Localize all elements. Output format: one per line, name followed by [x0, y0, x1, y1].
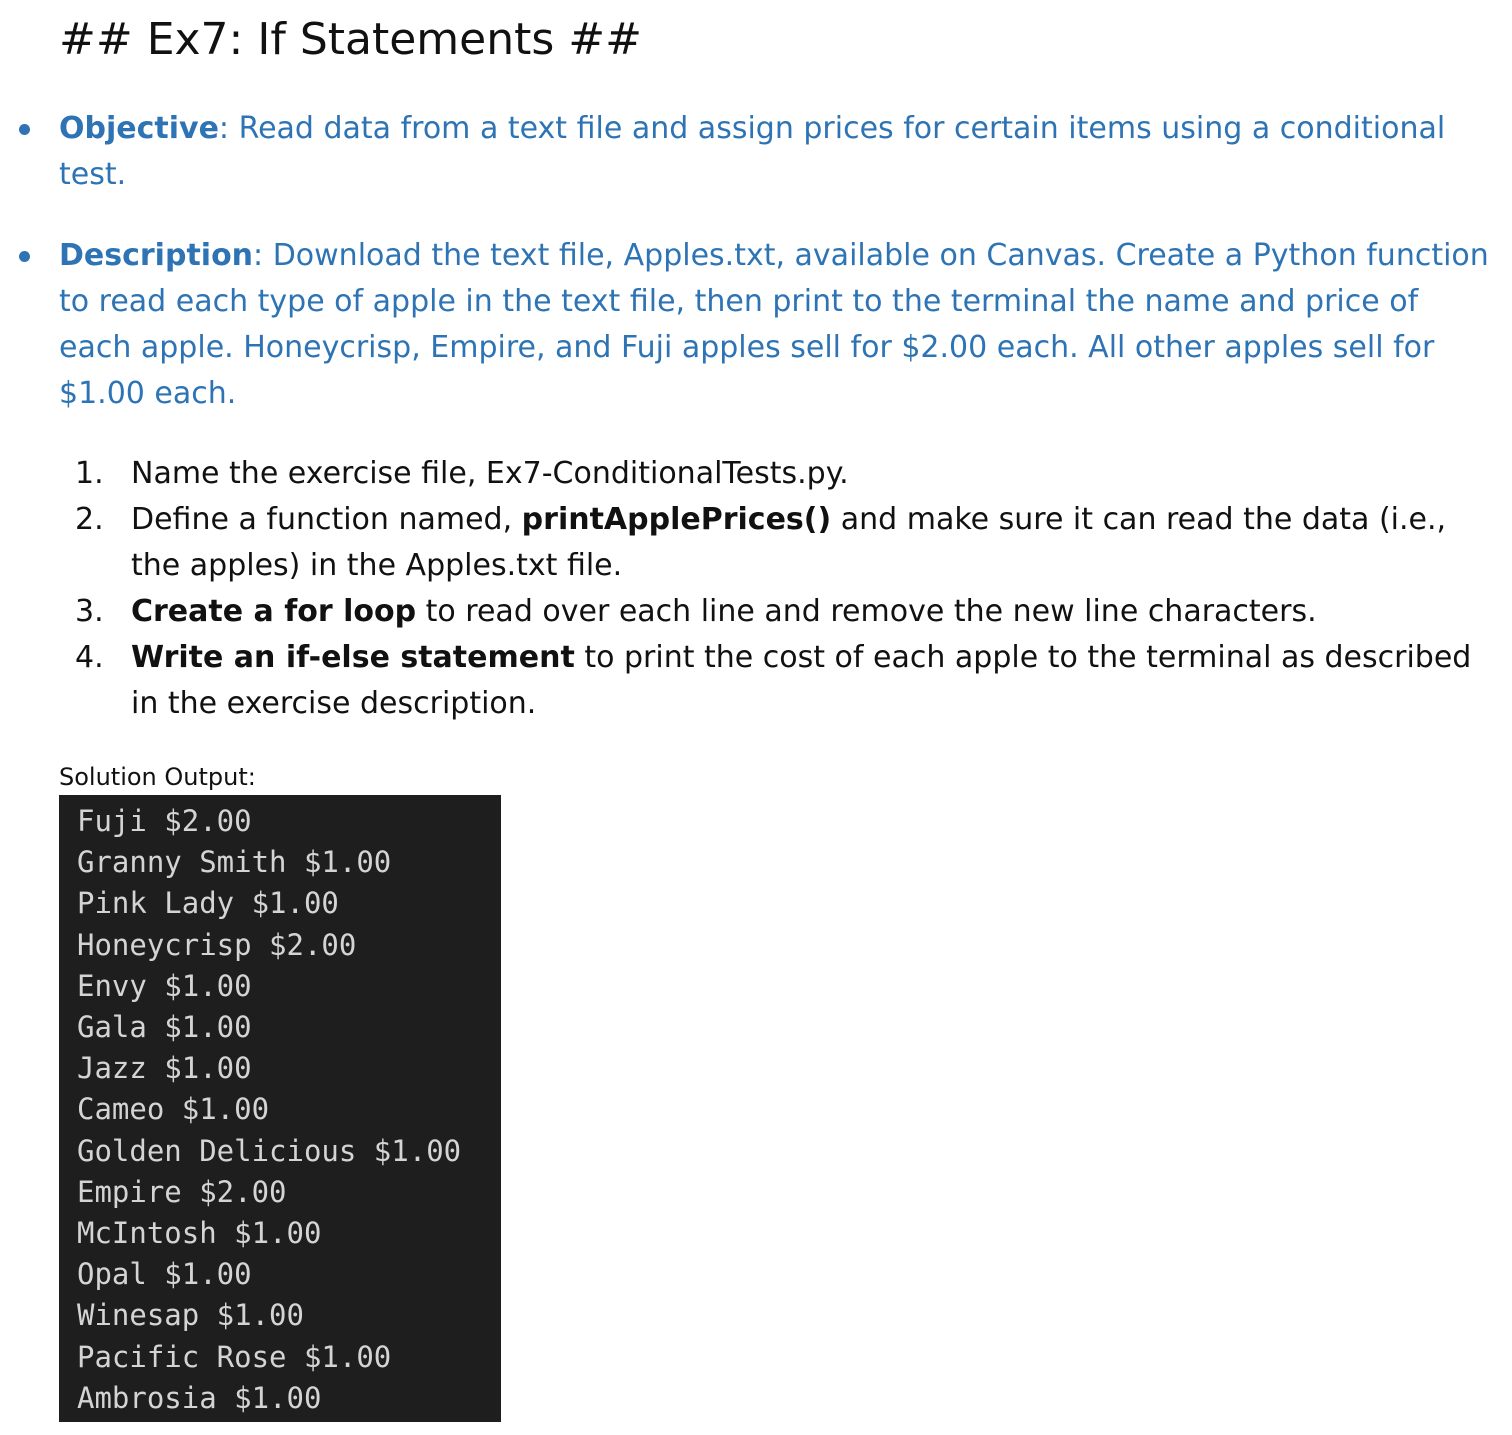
step-number: 2. [75, 502, 104, 537]
terminal-line: Cameo $1.00 [77, 1092, 270, 1127]
step-text: Define a function named, [131, 502, 522, 537]
terminal-line: Ambrosia $1.00 [77, 1380, 322, 1415]
step-bold: Create a for loop [131, 594, 417, 629]
objective-bullet [59, 106, 1489, 198]
terminal-line: Empire $2.00 [77, 1174, 287, 1209]
page-title: ## Ex7: If Statements ## [59, 14, 642, 65]
description-text: : Download the text file, Apples.txt, available on Canvas. Create a Python function to read each type of apple in the text file, then print to the terminal the name and price of each apple. Honeycrisp, Empire, and Fuji apples sell for $2.00 each. All other apples sell for $1.00 each. [59, 238, 1489, 411]
terminal-line: Opal $1.00 [77, 1257, 252, 1292]
step-number: 1. [75, 456, 104, 491]
step-text-post: and make sure it can read the data (i.e., the apples) in the Apples.txt file. [131, 502, 1447, 583]
solution-output-label: Solution Output: [59, 763, 256, 791]
step-item [75, 497, 1495, 589]
terminal-line: Jazz $1.00 [77, 1051, 252, 1086]
terminal-line: Honeycrisp $2.00 [77, 927, 357, 962]
terminal-line: Granny Smith $1.00 [77, 845, 392, 880]
step-bold: printApplePrices() [521, 502, 832, 537]
steps-list [75, 451, 1495, 727]
description-bullet [59, 233, 1489, 417]
step-item [75, 589, 1495, 635]
step-item [75, 451, 1495, 497]
bullet-dot-icon [19, 251, 30, 262]
terminal-line: Gala $1.00 [77, 1010, 252, 1045]
step-text-post: to print the cost of each apple to the terminal as described in the exercise description. [131, 640, 1472, 721]
description-lead: Description [59, 238, 254, 273]
terminal-line: Pacific Rose $1.00 [77, 1339, 392, 1374]
terminal-line: Fuji $2.00 [77, 804, 252, 838]
objective-text: : Read data from a text file and assign prices for certain items using a conditional test. [59, 111, 1446, 192]
terminal-line: Golden Delicious $1.00 [77, 1133, 462, 1168]
terminal-line: Pink Lady $1.00 [77, 886, 339, 921]
terminal-line: McIntosh $1.00 [77, 1216, 322, 1251]
step-item [75, 635, 1495, 727]
terminal-line: Envy $1.00 [77, 968, 252, 1003]
terminal-output [59, 795, 501, 1422]
step-number: 4. [75, 640, 104, 675]
step-bold: Write an if-else statement [131, 640, 575, 675]
objective-lead: Objective [59, 111, 219, 146]
bullet-dot-icon [19, 124, 30, 135]
step-number: 3. [75, 594, 104, 629]
terminal-line: Winesap $1.00 [77, 1298, 304, 1333]
step-text: Name the exercise file, Ex7-ConditionalTests.py. [131, 456, 849, 491]
step-text-post: to read over each line and remove the new line characters. [416, 594, 1317, 629]
